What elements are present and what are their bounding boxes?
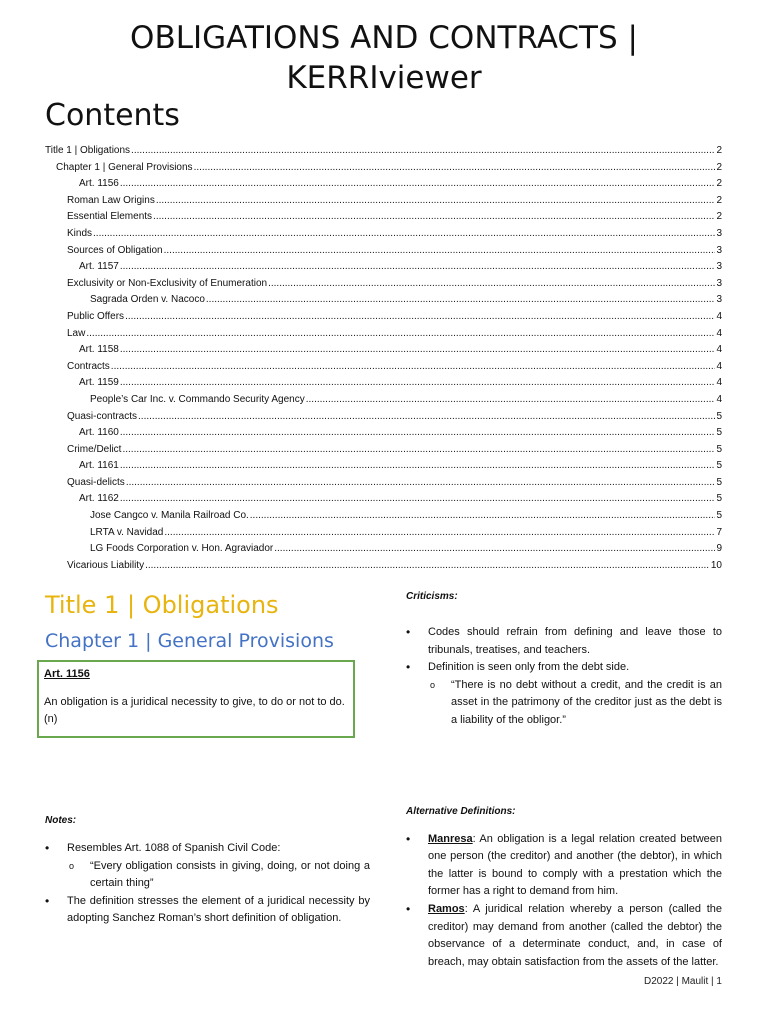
toc-entry[interactable]	[45, 475, 722, 492]
sub-list-item: o “Every obligation consists in giving, doing, or not doing a certain thing”	[45, 858, 370, 893]
toc-entry-label: Art. 1159	[79, 377, 119, 389]
toc-entry-page: 3	[716, 261, 722, 273]
toc-entry[interactable]	[45, 541, 722, 558]
toc-entry-page: 2	[716, 194, 722, 206]
toc-entry[interactable]	[45, 209, 722, 226]
toc-entry-label: Roman Law Origins	[67, 194, 155, 206]
toc-entry-label: Exclusivity or Non-Exclusivity of Enumeration	[67, 277, 268, 289]
toc-dot-leader	[120, 342, 716, 359]
toc-entry[interactable]	[45, 525, 722, 542]
toc-dot-leader	[86, 326, 715, 343]
criticisms-label: Criticisms:	[406, 591, 458, 602]
toc-entry[interactable]	[45, 342, 722, 359]
toc-entry-page: 5	[716, 493, 722, 505]
chapter-heading: Chapter 1 | General Provisions	[45, 630, 334, 652]
toc-entry-label: Kinds	[67, 227, 93, 239]
toc-entry-page: 4	[716, 377, 722, 389]
toc-entry-label: LRTA v. Navidad	[90, 526, 164, 538]
list-item	[45, 893, 370, 928]
toc-entry[interactable]	[45, 442, 722, 459]
definition-text: : An obligation is a legal relation created between one person (the creditor) and another (the debtor), in which the latter is bound to comply with a prestation which the former has a right to demand from him.	[428, 832, 722, 898]
document-title-line1: OBLIGATIONS AND CONTRACTS |	[130, 20, 638, 56]
toc-entry-label: Quasi-contracts	[67, 410, 138, 422]
toc-entry[interactable]	[45, 309, 722, 326]
toc-entry-label: Essential Elements	[67, 211, 153, 223]
toc-entry-page: 2	[716, 178, 722, 190]
document-title	[0, 18, 768, 98]
toc-entry-label: Art. 1157	[79, 261, 119, 273]
toc-entry-label: Art. 1158	[79, 344, 119, 356]
table-of-contents	[45, 143, 722, 574]
toc-entry[interactable]	[45, 143, 722, 160]
toc-dot-leader	[93, 226, 715, 243]
toc-dot-leader	[120, 375, 716, 392]
sub-list	[406, 677, 722, 730]
sub-list	[45, 858, 370, 893]
list-item-text: Resembles Art. 1088 of Spanish Civil Code:	[67, 842, 281, 854]
toc-entry-page: 3	[716, 227, 722, 239]
list-item	[45, 840, 370, 858]
toc-entry-page: 3	[716, 244, 722, 256]
toc-entry[interactable]	[45, 359, 722, 376]
toc-entry[interactable]	[45, 558, 722, 575]
toc-entry-page: 4	[716, 310, 722, 322]
toc-entry[interactable]	[45, 409, 722, 426]
toc-dot-leader	[156, 193, 716, 210]
contents-heading: Contents	[45, 98, 180, 133]
toc-entry[interactable]	[45, 276, 722, 293]
toc-dot-leader	[306, 392, 716, 409]
left-column	[45, 588, 370, 928]
criticisms-list	[406, 624, 722, 730]
toc-entry-label: Chapter 1 | General Provisions	[56, 161, 193, 173]
toc-entry-page: 10	[710, 559, 722, 571]
toc-dot-leader	[120, 425, 716, 442]
toc-entry-label: People’s Car Inc. v. Commando Security Agency	[90, 393, 305, 405]
toc-entry-page: 2	[716, 211, 722, 223]
toc-entry-label: Jose Cangco v. Manila Railroad Co.	[90, 510, 249, 522]
toc-entry-page: 9	[716, 543, 722, 555]
article-heading: Art. 1156	[44, 668, 90, 680]
title-heading: Title 1 | Obligations	[45, 591, 279, 619]
list-item-text: Definition is seen only from the debt side.	[428, 661, 630, 674]
toc-dot-leader	[120, 458, 716, 475]
toc-entry[interactable]	[45, 458, 722, 475]
toc-dot-leader	[164, 525, 715, 542]
definition-author: Ramos	[428, 902, 465, 915]
toc-entry-page: 5	[716, 460, 722, 472]
toc-entry[interactable]	[45, 259, 722, 276]
toc-entry-label: Law	[67, 327, 86, 339]
toc-entry-page: 5	[716, 443, 722, 455]
toc-entry[interactable]	[45, 292, 722, 309]
toc-entry[interactable]	[45, 326, 722, 343]
toc-entry[interactable]	[45, 176, 722, 193]
toc-entry[interactable]	[45, 491, 722, 508]
article-box	[37, 660, 355, 738]
alternative-definitions-label: Alternative Definitions:	[406, 805, 516, 817]
definition-text: : A juridical relation whereby a person (called the creditor) may demand from another (called the debtor) the observance of a determinate conduct, and, in case of breach, may obtain satisfaction from the assets of the latter.	[428, 902, 722, 968]
toc-entry-page: 7	[716, 526, 722, 538]
toc-dot-leader	[120, 259, 716, 276]
toc-entry-label: Sagrada Orden v. Nacoco	[90, 294, 205, 306]
toc-entry-page: 5	[716, 427, 722, 439]
notes-list	[45, 840, 370, 928]
toc-entry[interactable]	[45, 193, 722, 210]
definition-item	[406, 831, 722, 901]
toc-entry-label: Art. 1160	[79, 427, 119, 439]
toc-dot-leader	[120, 491, 716, 508]
toc-dot-leader	[274, 541, 715, 558]
list-item	[406, 659, 722, 677]
toc-entry-label: Vicarious Liability	[67, 559, 145, 571]
toc-entry[interactable]	[45, 392, 722, 409]
page-footer: D2022 | Maulit | 1	[643, 976, 722, 987]
toc-entry[interactable]	[45, 508, 722, 525]
toc-entry-label: Art. 1162	[79, 493, 119, 505]
toc-dot-leader	[138, 409, 715, 426]
toc-dot-leader	[145, 558, 710, 575]
toc-dot-leader	[131, 143, 715, 160]
list-item	[406, 624, 722, 659]
toc-dot-leader	[206, 292, 716, 309]
toc-entry-label: Public Offers	[67, 310, 125, 322]
toc-entry-page: 4	[716, 393, 722, 405]
document-title-line2: KERRIviewer	[286, 60, 482, 96]
toc-dot-leader	[153, 209, 715, 226]
toc-entry-label: LG Foods Corporation v. Hon. Agraviador	[90, 543, 274, 555]
article-text: An obligation is a juridical necessity to give, to do or not to do. (n)	[44, 696, 345, 725]
toc-entry-page: 4	[716, 360, 722, 372]
toc-dot-leader	[268, 276, 715, 293]
toc-entry-page: 5	[716, 410, 722, 422]
toc-entry[interactable]	[45, 160, 722, 177]
toc-entry-page: 4	[716, 327, 722, 339]
definition-author: Manresa	[428, 832, 473, 845]
toc-dot-leader	[122, 442, 715, 459]
toc-entry[interactable]	[45, 243, 722, 260]
toc-entry-label: Title 1 | Obligations	[45, 145, 131, 156]
toc-entry-page: 5	[716, 476, 722, 488]
sub-list-item: o “There is no debt without a credit, and the credit is an asset in the patrimony of the creditor just as the debt is a liability of the obligor.”	[406, 677, 722, 730]
toc-dot-leader	[126, 475, 716, 492]
toc-entry-page: 3	[716, 277, 722, 289]
list-item-text: Codes should refrain from defining and leave those to tribunals, treatises, and teachers.	[428, 626, 722, 656]
toc-dot-leader	[125, 309, 715, 326]
toc-entry-label: Crime/Delict	[67, 443, 122, 455]
toc-entry-label: Contracts	[67, 360, 110, 372]
list-item-text: The definition stresses the element of a juridical necessity by adopting Sanchez Roman’s short definition of obligation.	[67, 894, 370, 925]
toc-dot-leader	[250, 508, 716, 525]
toc-entry[interactable]	[45, 425, 722, 442]
notes-label: Notes:	[45, 815, 77, 826]
toc-entry-page: 2	[716, 161, 722, 173]
toc-dot-leader	[164, 243, 716, 260]
toc-dot-leader	[194, 160, 716, 177]
toc-dot-leader	[120, 176, 716, 193]
toc-entry[interactable]	[45, 226, 722, 243]
toc-entry-label: Quasi-delicts	[67, 476, 125, 488]
toc-entry-page: 2	[716, 145, 722, 156]
definition-item	[406, 901, 722, 971]
toc-entry-page: 4	[716, 344, 722, 356]
toc-entry-label: Art. 1156	[79, 178, 119, 190]
right-column	[406, 590, 722, 971]
toc-entry-page: 3	[716, 294, 722, 306]
toc-entry[interactable]	[45, 375, 722, 392]
toc-dot-leader	[111, 359, 716, 376]
toc-entry-label: Sources of Obligation	[67, 244, 163, 256]
toc-entry-label: Art. 1161	[79, 460, 119, 472]
alternative-definitions-list	[406, 831, 722, 972]
toc-entry-page: 5	[716, 510, 722, 522]
